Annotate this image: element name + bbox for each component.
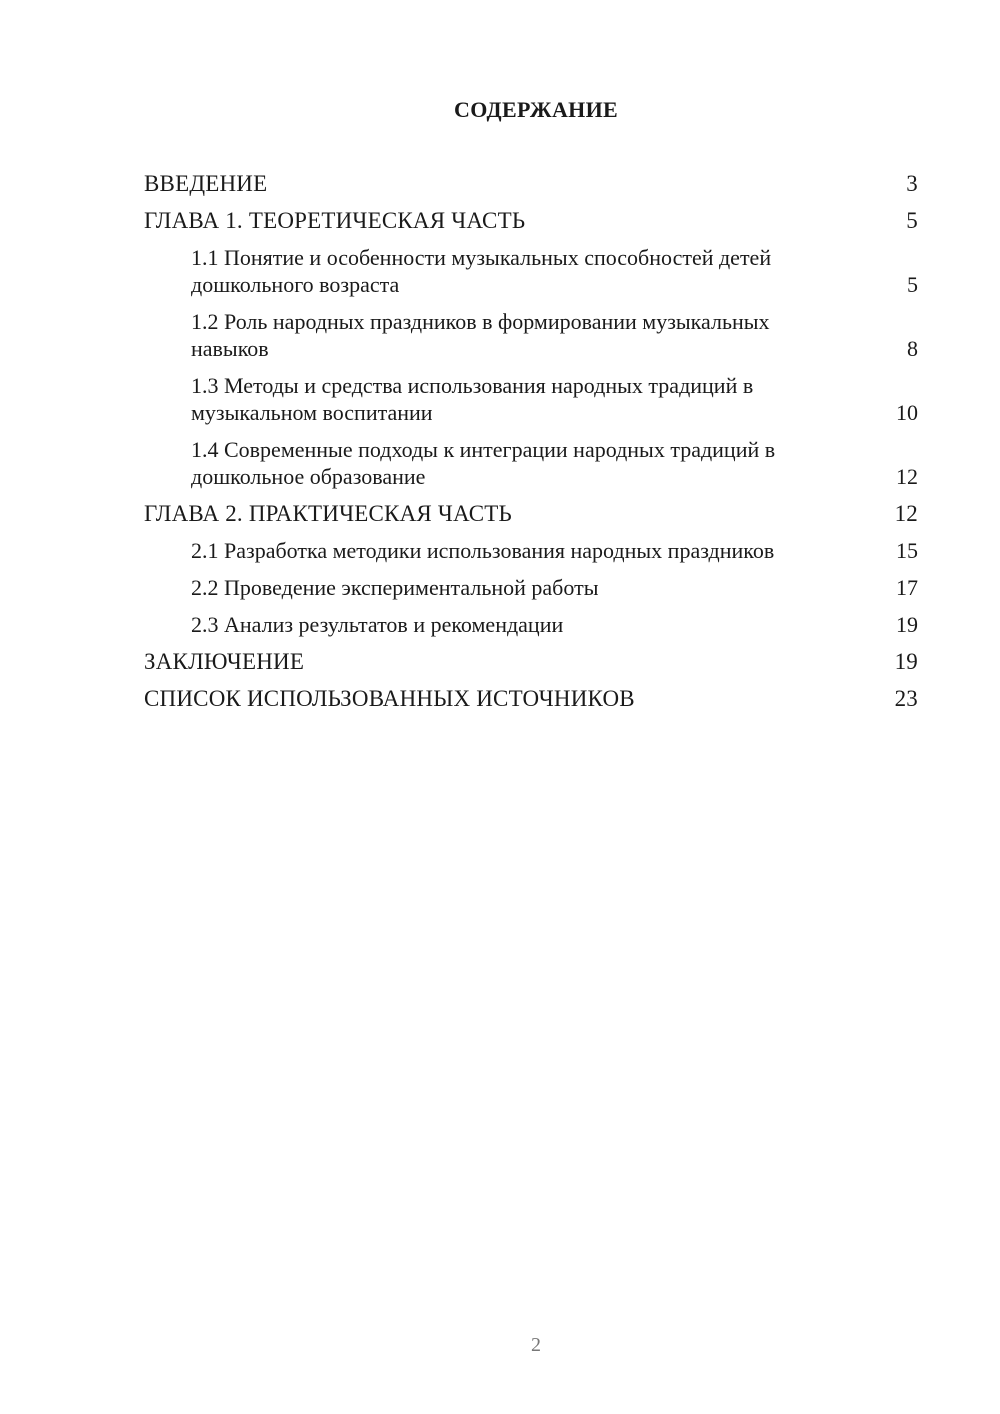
toc-entry-label: ГЛАВА 2. ПРАКТИЧЕСКАЯ ЧАСТЬ [144, 501, 512, 526]
toc-entry-label: 2.2 Проведение экспериментальной работы [191, 575, 599, 600]
toc-entry-label: 1.2 Роль народных праздников в формировании музыкальных навыков [191, 309, 770, 361]
toc-entry-section-1-4[interactable] [144, 436, 918, 490]
toc-entry-section-2-1[interactable] [144, 537, 918, 564]
toc-entry-introduction[interactable] [144, 170, 918, 197]
toc-entry-label: 1.4 Современные подходы к интеграции народных традиций в дошкольное образование [191, 437, 776, 489]
toc-entry-page: 17 [896, 575, 918, 600]
table-of-contents [144, 170, 918, 722]
toc-entry-page: 15 [896, 538, 918, 563]
toc-entry-page: 10 [896, 400, 918, 425]
toc-entry-label: ЗАКЛЮЧЕНИЕ [144, 649, 305, 674]
toc-entry-section-2-3[interactable] [144, 611, 918, 638]
toc-entry-label: СПИСОК ИСПОЛЬЗОВАННЫХ ИСТОЧНИКОВ [144, 686, 635, 711]
toc-entry-chapter-1[interactable] [144, 207, 918, 234]
toc-entry-page: 3 [906, 171, 918, 196]
page-number: 2 [531, 1334, 541, 1356]
toc-entry-page: 12 [894, 501, 918, 526]
toc-entry-label: ГЛАВА 1. ТЕОРЕТИЧЕСКАЯ ЧАСТЬ [144, 208, 526, 233]
toc-entry-references[interactable] [144, 685, 918, 712]
toc-entry-page: 19 [896, 612, 918, 637]
toc-entry-label: 1.1 Понятие и особенности музыкальных способностей детей дошкольного возраста [191, 245, 772, 297]
toc-entry-page: 5 [907, 272, 918, 297]
toc-entry-page: 5 [906, 208, 918, 233]
toc-entry-section-1-3[interactable] [144, 372, 918, 426]
toc-entry-label: ВВЕДЕНИЕ [144, 171, 268, 196]
toc-entry-page: 8 [907, 336, 918, 361]
toc-entry-chapter-2[interactable] [144, 500, 918, 527]
toc-entry-label: 2.1 Разработка методики использования народных праздников [191, 538, 775, 563]
toc-entry-page: 23 [894, 686, 918, 711]
toc-entry-section-2-2[interactable] [144, 574, 918, 601]
toc-entry-page: 12 [896, 464, 918, 489]
toc-entry-label: 1.3 Методы и средства использования народных традиций в музыкальном воспитании [191, 373, 754, 425]
page-title: СОДЕРЖАНИЕ [454, 97, 618, 122]
toc-entry-section-1-1[interactable] [144, 244, 918, 298]
toc-entry-section-1-2[interactable] [144, 308, 918, 362]
toc-entry-page: 19 [894, 649, 918, 674]
toc-entry-conclusion[interactable] [144, 648, 918, 675]
toc-entry-label: 2.3 Анализ результатов и рекомендации [191, 612, 564, 637]
